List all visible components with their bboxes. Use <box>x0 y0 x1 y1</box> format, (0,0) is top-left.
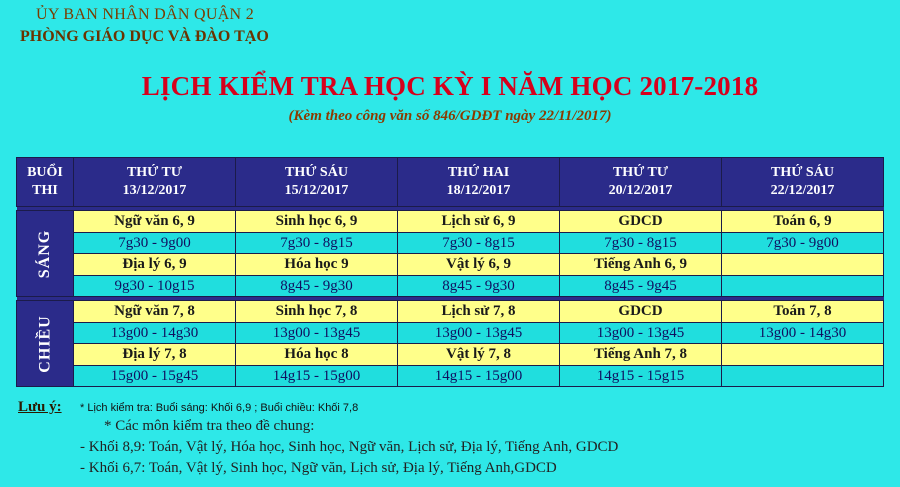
day-date: 22/12/2017 <box>770 183 835 198</box>
page-title: LỊCH KIỂM TRA HỌC KỲ I NĂM HỌC 2017-2018 <box>141 71 759 101</box>
subject-cell: Hóa học 9 <box>236 254 398 276</box>
subject-cell: Ngữ văn 7, 8 <box>74 301 236 323</box>
time-cell: 13g00 - 14g30 <box>722 323 884 344</box>
subject-cell: GDCD <box>560 301 722 323</box>
time-cell: 13g00 - 14g30 <box>74 323 236 344</box>
time-cell: 13g00 - 13g45 <box>236 323 398 344</box>
subject-cell: Sinh học 7, 8 <box>236 301 398 323</box>
time-cell: 14g15 - 15g00 <box>236 366 398 387</box>
day-name: THỨ TƯ <box>612 165 669 180</box>
org-line-1: ỦY BAN NHÂN DÂN QUẬN 2 <box>36 6 254 23</box>
note-line-4: - Khối 6,7: Toán, Vật lý, Sinh học, Ngữ văn, Lịch sử, Địa lý, Tiếng Anh,GDCD <box>80 460 557 476</box>
time-cell: 13g00 - 13g45 <box>398 323 560 344</box>
page-subtitle: (Kèm theo công văn số 846/GDĐT ngày 22/11/2017) <box>288 108 612 124</box>
subject-cell: Lịch sử 6, 9 <box>398 211 560 233</box>
note-line-2: * Các môn kiểm tra theo đề chung: <box>104 418 315 434</box>
subject-cell: Vật lý 6, 9 <box>398 254 560 276</box>
day-name: THỨ HAI <box>447 165 510 180</box>
day-date: 20/12/2017 <box>608 183 673 198</box>
subject-cell: Địa lý 7, 8 <box>74 344 236 366</box>
session-label: CHIỀU <box>36 314 54 373</box>
session-label: SÁNG <box>35 229 53 278</box>
note-line-3: - Khối 8,9: Toán, Vật lý, Hóa học, Sinh học, Ngữ văn, Lịch sử, Địa lý, Tiếng Anh, GDCD <box>80 439 619 455</box>
subject-cell: Lịch sử 7, 8 <box>398 301 560 323</box>
day-name: THỨ SÁU <box>771 165 834 180</box>
subject-cell: GDCD <box>560 211 722 233</box>
corner-line-1: BUỔI <box>27 165 63 180</box>
subject-cell: Ngữ văn 6, 9 <box>74 211 236 233</box>
day-name: THỨ SÁU <box>285 165 348 180</box>
time-cell: 8g45 - 9g45 <box>560 276 722 297</box>
time-cell: 7g30 - 8g15 <box>236 233 398 254</box>
day-name: THỨ TƯ <box>126 165 183 180</box>
exam-schedule-table <box>16 157 884 387</box>
session-afternoon <box>17 301 74 387</box>
org-line-2: PHÒNG GIÁO DỤC VÀ ĐÀO TẠO <box>20 28 269 45</box>
time-cell: 14g15 - 15g15 <box>560 366 722 387</box>
time-cell: 8g45 - 9g30 <box>236 276 398 297</box>
subject-cell: Sinh học 6, 9 <box>236 211 398 233</box>
note-line-1: * Lịch kiểm tra: Buổi sáng: Khối 6,9 ; Buổi chiều: Khối 7,8 <box>80 402 359 414</box>
time-cell: 7g30 - 8g15 <box>398 233 560 254</box>
time-cell: 14g15 - 15g00 <box>398 366 560 387</box>
subject-cell: Toán 7, 8 <box>722 301 884 323</box>
time-cell: 13g00 - 13g45 <box>560 323 722 344</box>
time-cell: 7g30 - 8g15 <box>560 233 722 254</box>
time-cell: 7g30 - 9g00 <box>74 233 236 254</box>
session-morning <box>17 211 74 297</box>
time-cell: 9g30 - 10g15 <box>74 276 236 297</box>
subject-cell: Tiếng Anh 7, 8 <box>560 344 722 366</box>
time-cell: 7g30 - 9g00 <box>722 233 884 254</box>
time-cell <box>722 366 884 387</box>
day-header <box>398 158 560 207</box>
header-session-corner <box>17 158 74 207</box>
day-date: 18/12/2017 <box>446 183 511 198</box>
subject-cell <box>722 254 884 276</box>
day-date: 13/12/2017 <box>122 183 187 198</box>
notes-label: Lưu ý: <box>18 399 62 415</box>
day-header <box>560 158 722 207</box>
subject-cell <box>722 344 884 366</box>
day-header <box>236 158 398 207</box>
time-cell: 8g45 - 9g30 <box>398 276 560 297</box>
time-cell: 15g00 - 15g45 <box>74 366 236 387</box>
time-cell <box>722 276 884 297</box>
subject-cell: Vật lý 7, 8 <box>398 344 560 366</box>
day-header <box>722 158 884 207</box>
subject-cell: Tiếng Anh 6, 9 <box>560 254 722 276</box>
subject-cell: Toán 6, 9 <box>722 211 884 233</box>
subject-cell: Địa lý 6, 9 <box>74 254 236 276</box>
day-date: 15/12/2017 <box>284 183 349 198</box>
day-header <box>74 158 236 207</box>
subject-cell: Hóa học 8 <box>236 344 398 366</box>
corner-line-2: THI <box>32 183 58 198</box>
